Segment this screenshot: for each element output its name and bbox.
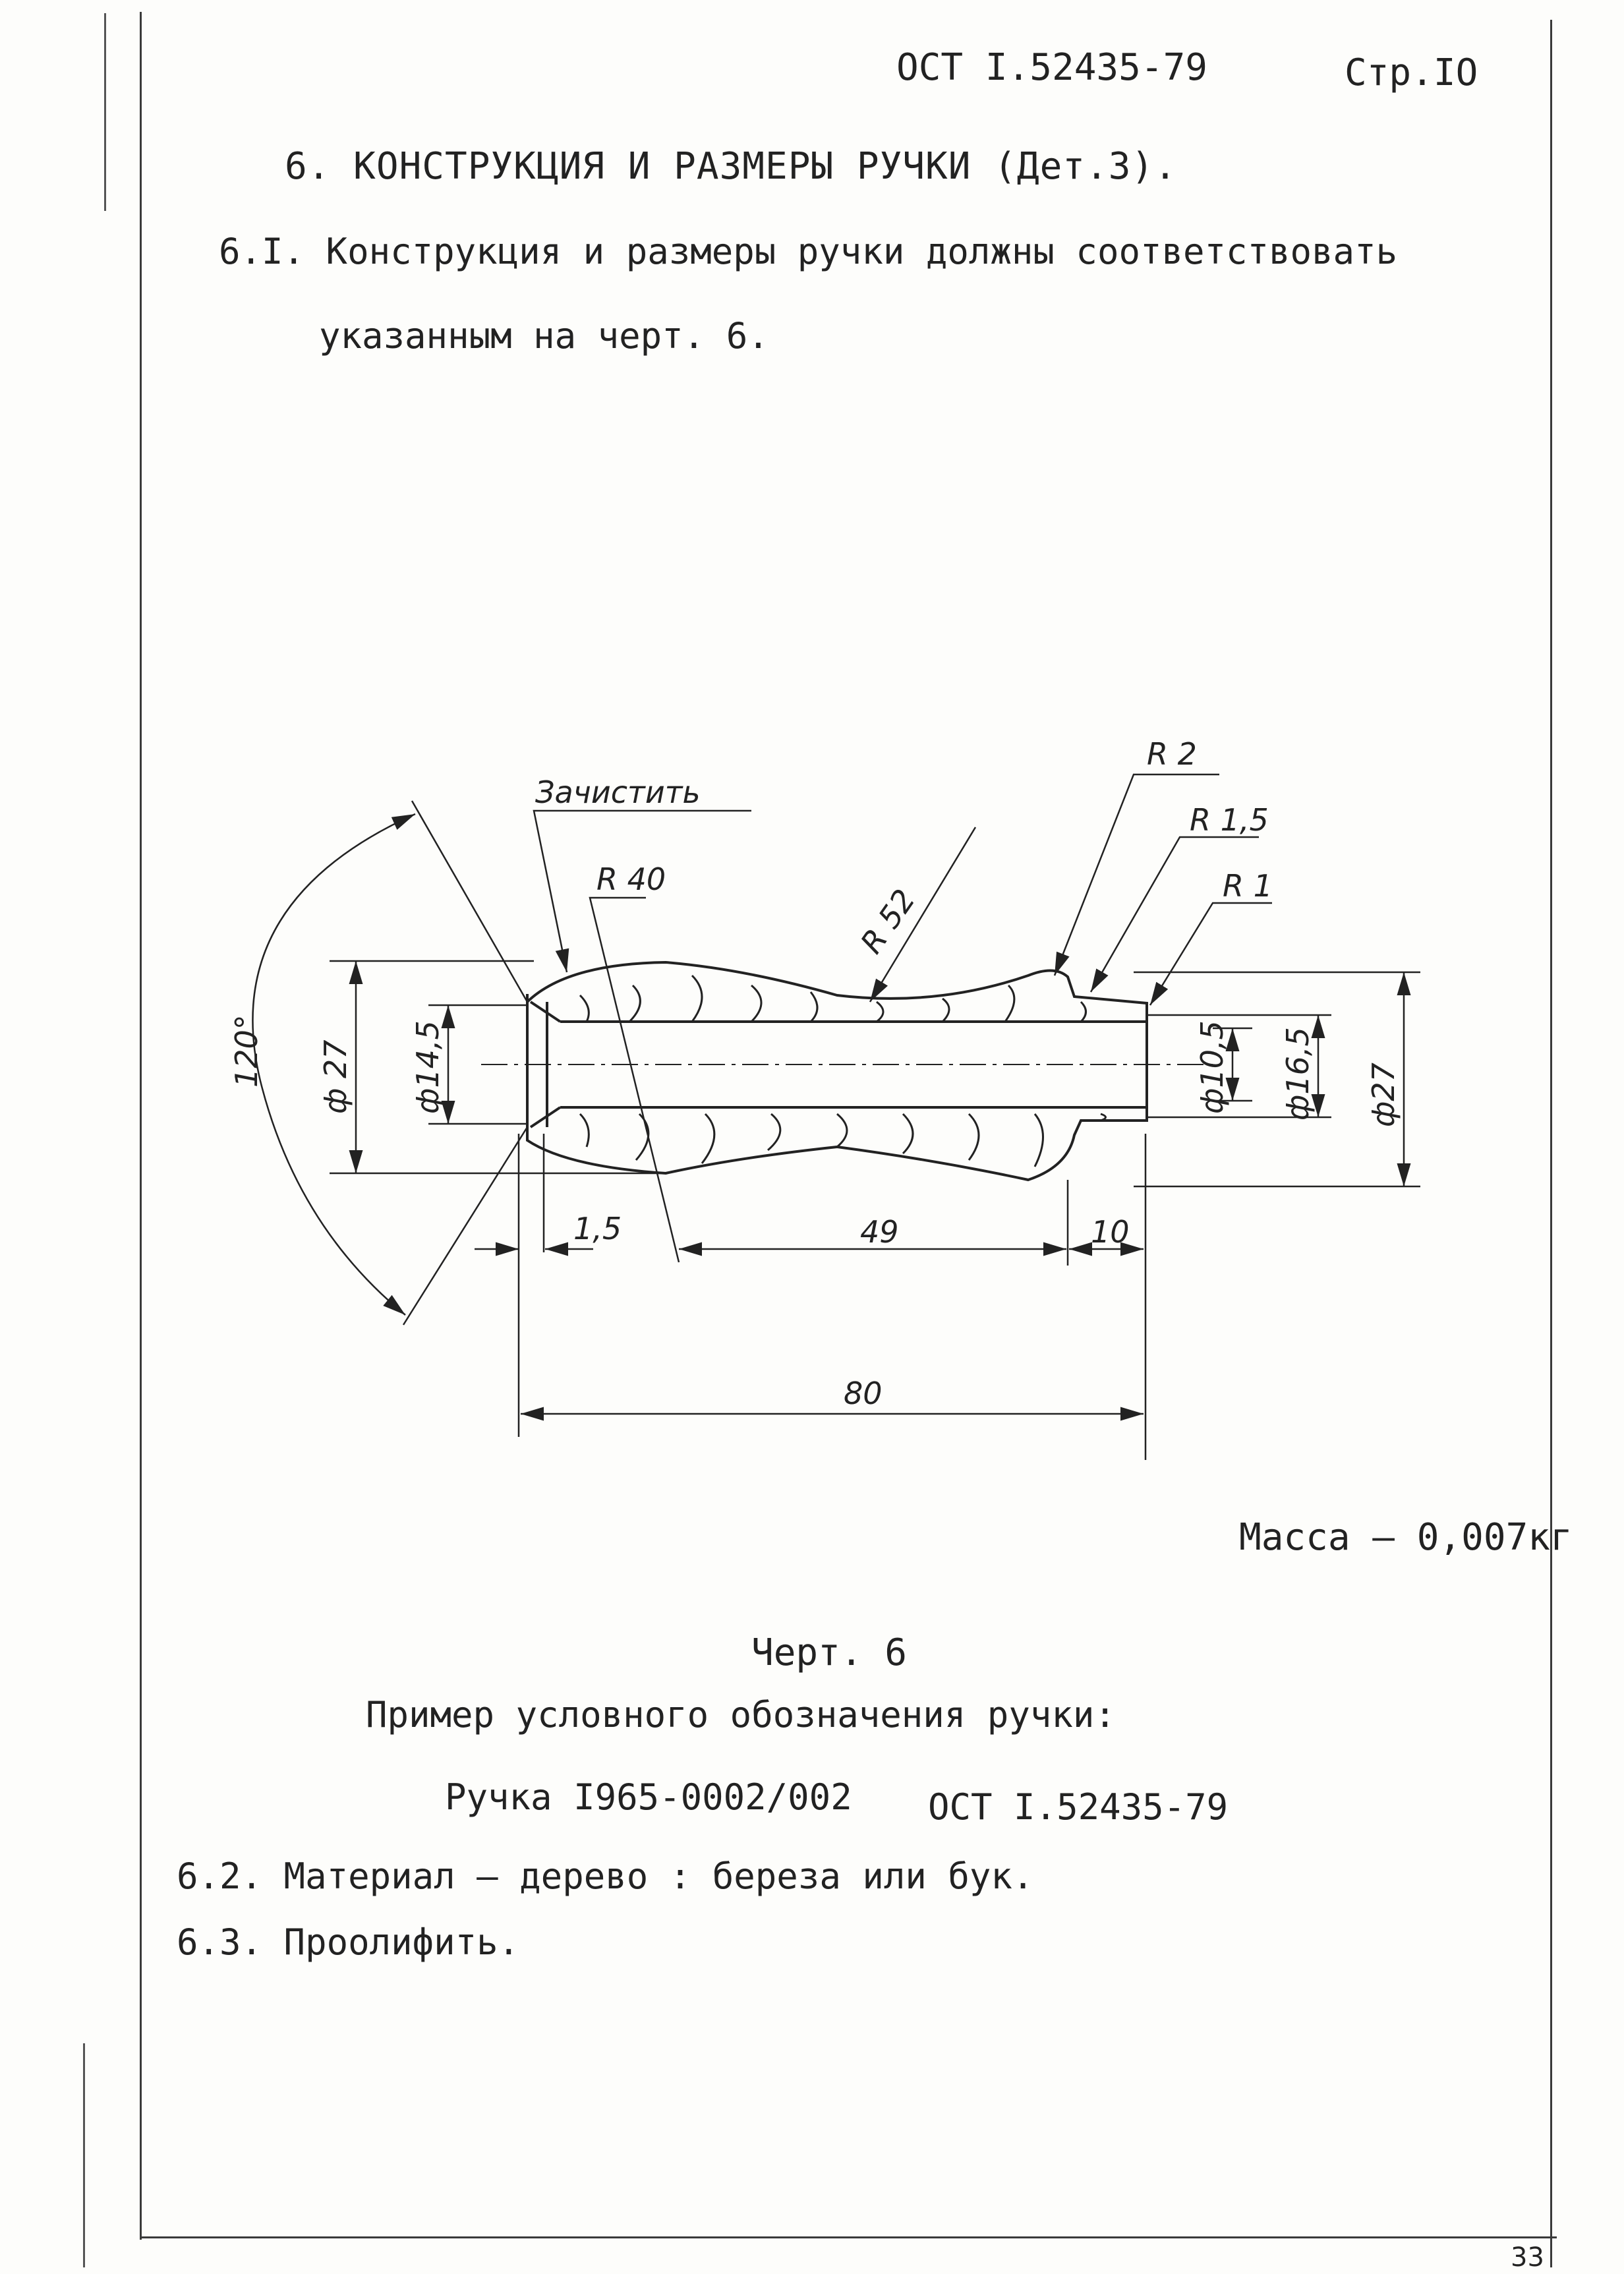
dim-r1: R 1 (1223, 868, 1273, 904)
dim-d10-5: ф10,5 (1194, 1020, 1230, 1114)
example-standard: ОСТ I.52435-79 (928, 1786, 1229, 1828)
dim-len-10: 10 (1091, 1214, 1130, 1250)
paragraph-6-1-line-1: 6.I. Конструкция и размеры ручки должны соответствовать (219, 231, 1398, 272)
dim-d27-left: ф 27 (318, 1039, 353, 1114)
dim-len-1-5: 1,5 (573, 1211, 622, 1246)
wood-hatching (580, 976, 1106, 1167)
handle-outline (527, 962, 1147, 1180)
dim-len-49: 49 (860, 1214, 899, 1250)
dim-angle-120: 120° (229, 1014, 264, 1088)
example-title: Пример условного обозначения ручки: (366, 1694, 1116, 1735)
dim-d16-5: ф16,5 (1280, 1027, 1316, 1121)
dim-r1-5: R 1,5 (1190, 802, 1269, 838)
figure-caption: Черт. 6 (751, 1631, 908, 1674)
section-heading: 6. КОНСТРУКЦИЯ И РАЗМЕРЫ РУЧКИ (Дет.3). (285, 145, 1177, 188)
page-number: Стр.IO (1345, 51, 1478, 94)
dim-r40: R 40 (596, 861, 666, 897)
sheet-number: 33 (1511, 2242, 1544, 2273)
dim-r52: R 52 (853, 883, 923, 960)
document-code: ОСТ I.52435-79 (896, 46, 1208, 89)
mass-label: Масса – 0,007кг (1239, 1516, 1573, 1559)
leader-lines (534, 774, 1272, 1262)
paragraph-6-2: 6.2. Материал – дерево : береза или бук. (177, 1855, 1034, 1897)
example-designation: Ручка I965-0002/002 (445, 1776, 852, 1818)
paragraph-6-1-line-2: указанным на черт. 6. (319, 315, 769, 357)
dim-r2: R 2 (1147, 736, 1197, 772)
paragraph-6-3: 6.3. Проолифить. (177, 1921, 520, 1963)
dim-d27-right: ф27 (1366, 1063, 1401, 1127)
dim-len-80: 80 (844, 1376, 883, 1411)
dim-d14-5: ф14,5 (410, 1020, 446, 1114)
dim-note-deburr: Зачистить (535, 774, 701, 810)
